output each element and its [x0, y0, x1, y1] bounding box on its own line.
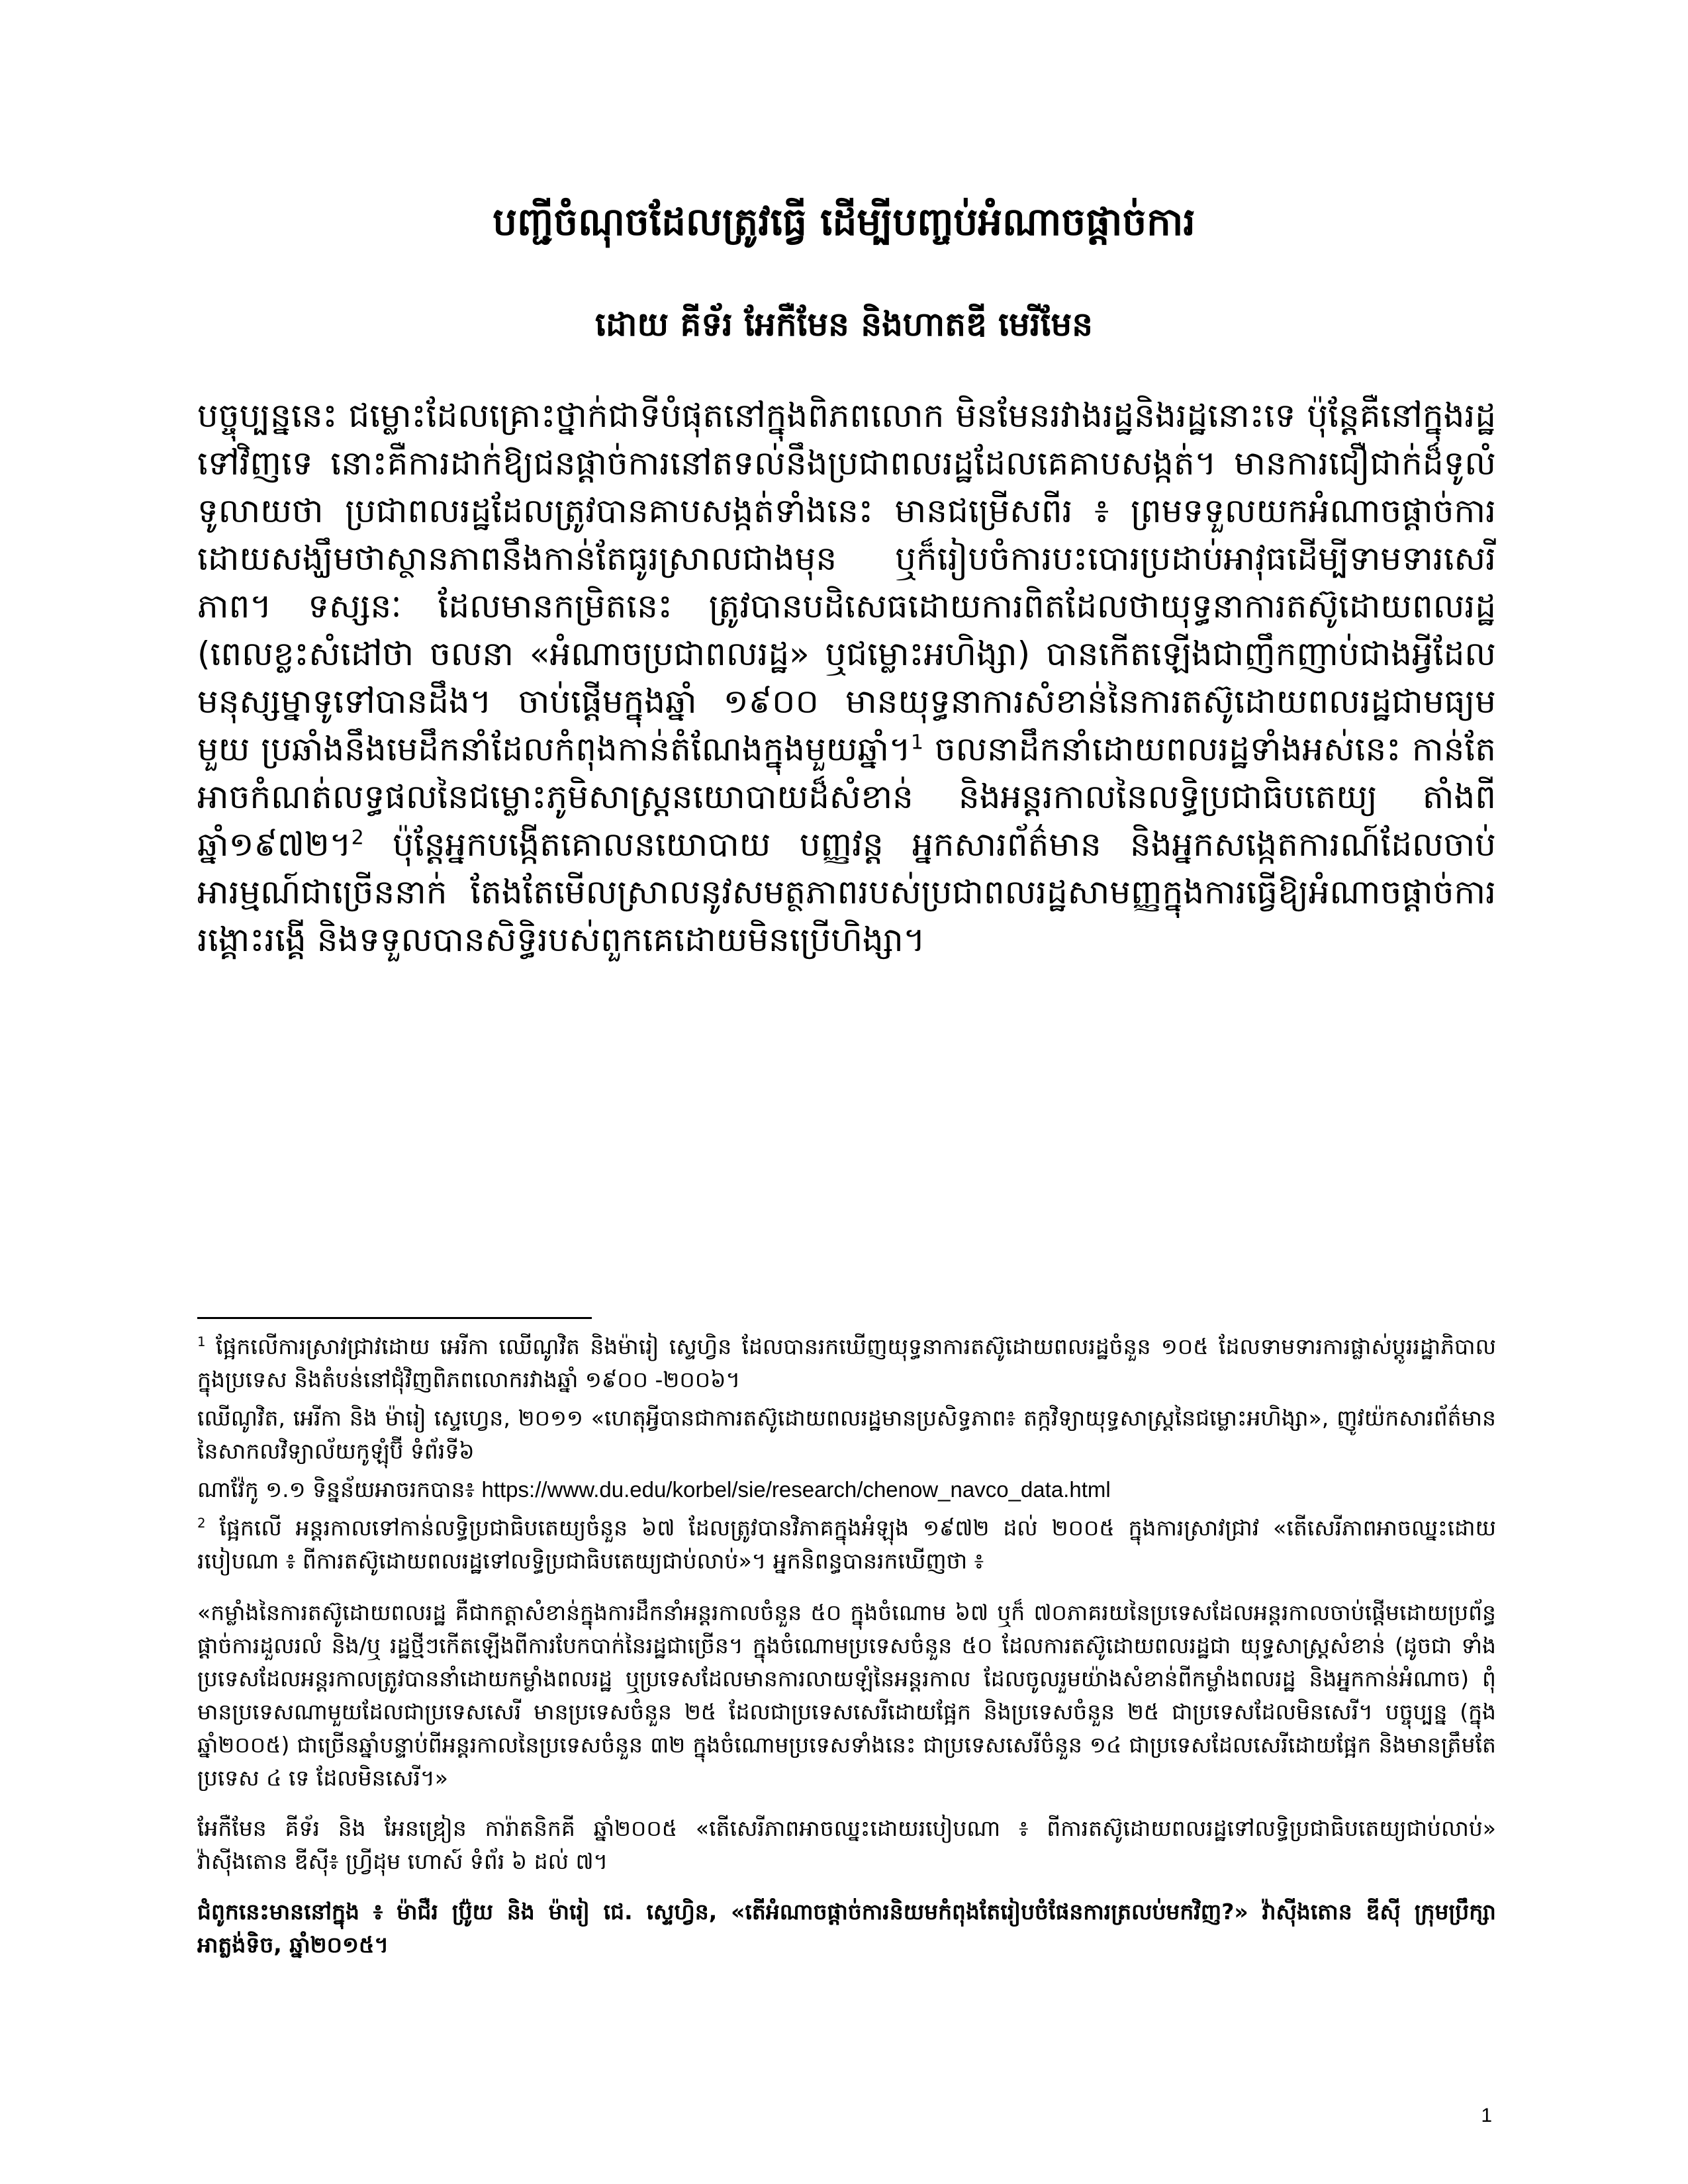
- data-source-link[interactable]: https://www.du.edu/korbel/sie/research/chenow_navco_data.html: [481, 1477, 1111, 1502]
- document-title: បញ្ជីចំណុចដែលត្រូវធ្វើ ដើម្បីបញ្ចប់អំណាចផ្តាច់ការ: [492, 199, 1196, 244]
- body-text-part-2: ចលនាដឹកនាំដោយពលរដ្ឋទាំងអស់នេះ កាន់តែអាចកំណត់លទ្ធផលនៃជម្លោះភូមិសាស្ត្រនយោបាយដ៏សំខាន់ និងអន្តរកាលនៃលទ្ធិប្រជាធិបតេយ្យ តាំងពីឆ្នាំ១៩៧២។: [197, 730, 1496, 864]
- footnote-2-marker: 2: [197, 1516, 206, 1531]
- footnote-2-citation: អែកឺមែន គីទ័រ និង អែនឌ្រៀន ការ៉ាតនិកគី ឆ្នាំ២០០៥ «តើសេរីភាពអាចឈ្នះដោយរបៀបណា ៖ ពីការតស៊ូដោយពលរដ្ឋទៅលទ្ធិប្រជាធិបតេយ្យជាប់លាប់» វ៉ាស៊ីងតោន ឌីស៊ី៖ ហ្វ្រីដុម ហោស៍ ទំព័រ ៦ ដល់ ៧។: [197, 1815, 1496, 1874]
- footnote-1-text: ផ្អែកលើការស្រាវជ្រាវដោយ អេរីកា ឈើណូវិត និងម៉ារៀ ស្ទេហ្វិន ដែលបានរកឃើញយុទ្ធនាការតស៊ូដោយពលរដ្ឋចំនួន ១០៥ ដែលទាមទារការផ្លាស់ប្តូររដ្ឋាភិបាលក្នុងប្រទេស និងតំបន់នៅជុំវិញពិភពលោករវាងឆ្នាំ ១៩០០ -២០០៦។: [197, 1334, 1496, 1392]
- footnote-ref-2[interactable]: 2: [351, 826, 364, 850]
- footnote-1-data-source: [197, 1473, 1496, 1506]
- body-paragraph: [197, 392, 1496, 964]
- author-byline: ដោយ គីទ័រ អែកឺមែន និងហាតឌី មេរីមែន: [594, 305, 1093, 343]
- excerpt-source-note: ជំពូកនេះមាននៅក្នុង ៖ ម៉ាជឺរ ប៊្រ៉ូយ និង ម៉ារៀ ជេ. ស្ទេហ្វិន, «តើអំណាចផ្តាច់ការនិយមកំពុងតែរៀបចំផែនការត្រលប់មកវិញ?» វ៉ាស៊ីងតោន ឌីស៊ី ក្រុមប្រឹក្សាអាត្លង់ទិច, ឆ្នាំ២០១៥។: [197, 1899, 1496, 1958]
- footnote-2: [197, 1512, 1496, 1578]
- footnotes: [197, 1330, 1496, 1967]
- page-number: 1: [1481, 2105, 1492, 2126]
- body-text-part-1: បច្ចុប្បន្ននេះ ជម្លោះដែលគ្រោះថ្នាក់ជាទីបំផុតនៅក្នុងពិភពលោក មិនមែនរវាងរដ្ឋនិងរដ្ឋនោះទេ ប៉ុន្តែគឺនៅក្នុងរដ្ឋទៅវិញទេ នោះគឺការដាក់ឱ្យជនផ្តាច់ការនៅតទល់នឹងប្រជាពលរដ្ឋដែលគេគាបសង្កត់។ មានការជឿជាក់ដ៏ទូលំទូលាយថា ប្រជាពលរដ្ឋដែលត្រូវបានគាបសង្កត់ទាំងនេះ មានជម្រើសពីរ ៖ ព្រមទទួលយកអំណាចផ្តាច់ការដោយសង្ឃឹមថាស្ថានភាពនឹងកាន់តែធូរស្រាលជាងមុន ឬក៏រៀបចំការបះបោរប្រដាប់អាវុធដើម្បីទាមទារសេរីភាព។ ទស្សនៈ ដែលមានកម្រិតនេះ ត្រូវបានបដិសេធដោយការពិតដែលថាយុទ្ធនាការតស៊ូដោយពលរដ្ឋ (ពេលខ្លះសំដៅថា ចលនា «អំណាចប្រជាពលរដ្ឋ» ឬជម្លោះអហិង្សា) បានកើតឡើងជាញឹកញាប់ជាងអ្វីដែលមនុស្សម្នាទូទៅបានដឹង។ ចាប់ផ្តើមក្នុងឆ្នាំ ១៩០០ មានយុទ្ធនាការសំខាន់នៃការតស៊ូដោយពលរដ្ឋជាមធ្យមមួយ ប្រឆាំងនឹងមេដឹកនាំដែលកំពុងកាន់តំណែងក្នុងមួយឆ្នាំ។: [197, 396, 1496, 768]
- footnote-1-data-label: ណាវ៉ែកូ ១.១ ទិន្នន័យអាចរកបាន៖: [197, 1477, 482, 1502]
- footnote-1: [197, 1330, 1496, 1396]
- footnote-1-marker: 1: [197, 1334, 206, 1349]
- footnote-1-citation: ឈើណូវិត, អេរីកា និង ម៉ារៀ ស្ទេហ្វេន, ២០១១ «ហេតុអ្វីបានជាការតស៊ូដោយពលរដ្ឋមានប្រសិទ្ធភាព៖ តក្កវិទ្យាយុទ្ធសាស្ត្រនៃជម្លោះអហិង្សា», ញូវយ៉កសារព័ត៌មាននៃសាកលវិទ្យាល័យកូឡុំប៊ី ទំព័រទី៦: [197, 1405, 1496, 1464]
- footnote-2-quote: «កម្លាំងនៃការតស៊ូដោយពលរដ្ឋ គឺជាកត្តាសំខាន់ក្នុងការដឹកនាំអន្តរកាលចំនួន ៥០ ក្នុងចំណោម ៦៧ ឬក៏ ៧០ភាគរយនៃប្រទេសដែលអន្តរកាលចាប់ផ្តើមដោយប្រព័ន្ធផ្តាច់ការដួលរលំ និង/ឬ រដ្ឋថ្មីៗកើតឡើងពីការបែកបាក់នៃរដ្ឋជាច្រើន។ ក្នុងចំណោមប្រទេសចំនួន ៥០ ដែលការតស៊ូដោយពលរដ្ឋជា យុទ្ធសាស្ត្រសំខាន់ (ដូចជា ទាំងប្រទេសដែលអន្តរកាលត្រូវបាននាំដោយកម្លាំងពលរដ្ឋ ឬប្រទេសដែលមានការលាយឡំនៃអន្តរកាល ដែលចូលរួមយ៉ាងសំខាន់ពីកម្លាំងពលរដ្ឋ និងអ្នកកាន់អំណាច) ពុំមានប្រទេសណាមួយដែលជាប្រទេសសេរី មានប្រទេសចំនួន ២៥ ដែលជាប្រទេសសេរីដោយផ្អែក និងប្រទេសចំនួន ២៥ ជាប្រទេសដែលមិនសេរី។ បច្ចុប្បន្ន (ក្នុងឆ្នាំ២០០៥) ជាច្រើនឆ្នាំបន្ទាប់ពីអន្តរកាលនៃប្រទេសចំនួន ៣២ ក្នុងចំណោមប្រទេសទាំងនេះ ជាប្រទេសសេរីចំនួន ១៤ ជាប្រទេសដែលសេរីដោយផ្អែក និងមានត្រឹមតែប្រទេស ៤ ទេ ដែលមិនសេរី។»: [197, 1600, 1496, 1791]
- footnote-2-text: ផ្អែកលើ អន្តរកាលទៅកាន់លទ្ធិប្រជាធិបតេយ្យចំនួន ៦៧ ដែលត្រូវបានវិភាគក្នុងអំឡុង ១៩៧២ ដល់ ២០០៥ ក្នុងការស្រាវជ្រាវ «តើសេរីភាពអាចឈ្នះដោយរបៀបណា ៖ ពីការតស៊ូដោយពលរដ្ឋទៅលទ្ធិប្រជាធិបតេយ្យជាប់លាប់»។ អ្នកនិពន្ធបានរកឃើញថា ៖: [197, 1515, 1496, 1574]
- body-text-part-3: ប៉ុន្តែអ្នកបង្កើតគោលនយោបាយ បញ្ញវន្ត អ្នកសារព័ត៌មាន និងអ្នកសង្កេតការណ៍ដែលចាប់អារម្មណ៍ជាច្រើននាក់ តែងតែមើលស្រាលនូវសមត្ថភាពរបស់ប្រជាពលរដ្ឋសាមញ្ញក្នុងការធ្វើឱ្យអំណាចផ្តាច់ការរង្គោះរង្គើ និងទទួលបានសិទ្ធិរបស់ពួកគេដោយមិនប្រើហិង្សា។: [197, 825, 1496, 959]
- footnote-ref-1[interactable]: 1: [910, 731, 923, 754]
- footnote-separator: [197, 1317, 592, 1319]
